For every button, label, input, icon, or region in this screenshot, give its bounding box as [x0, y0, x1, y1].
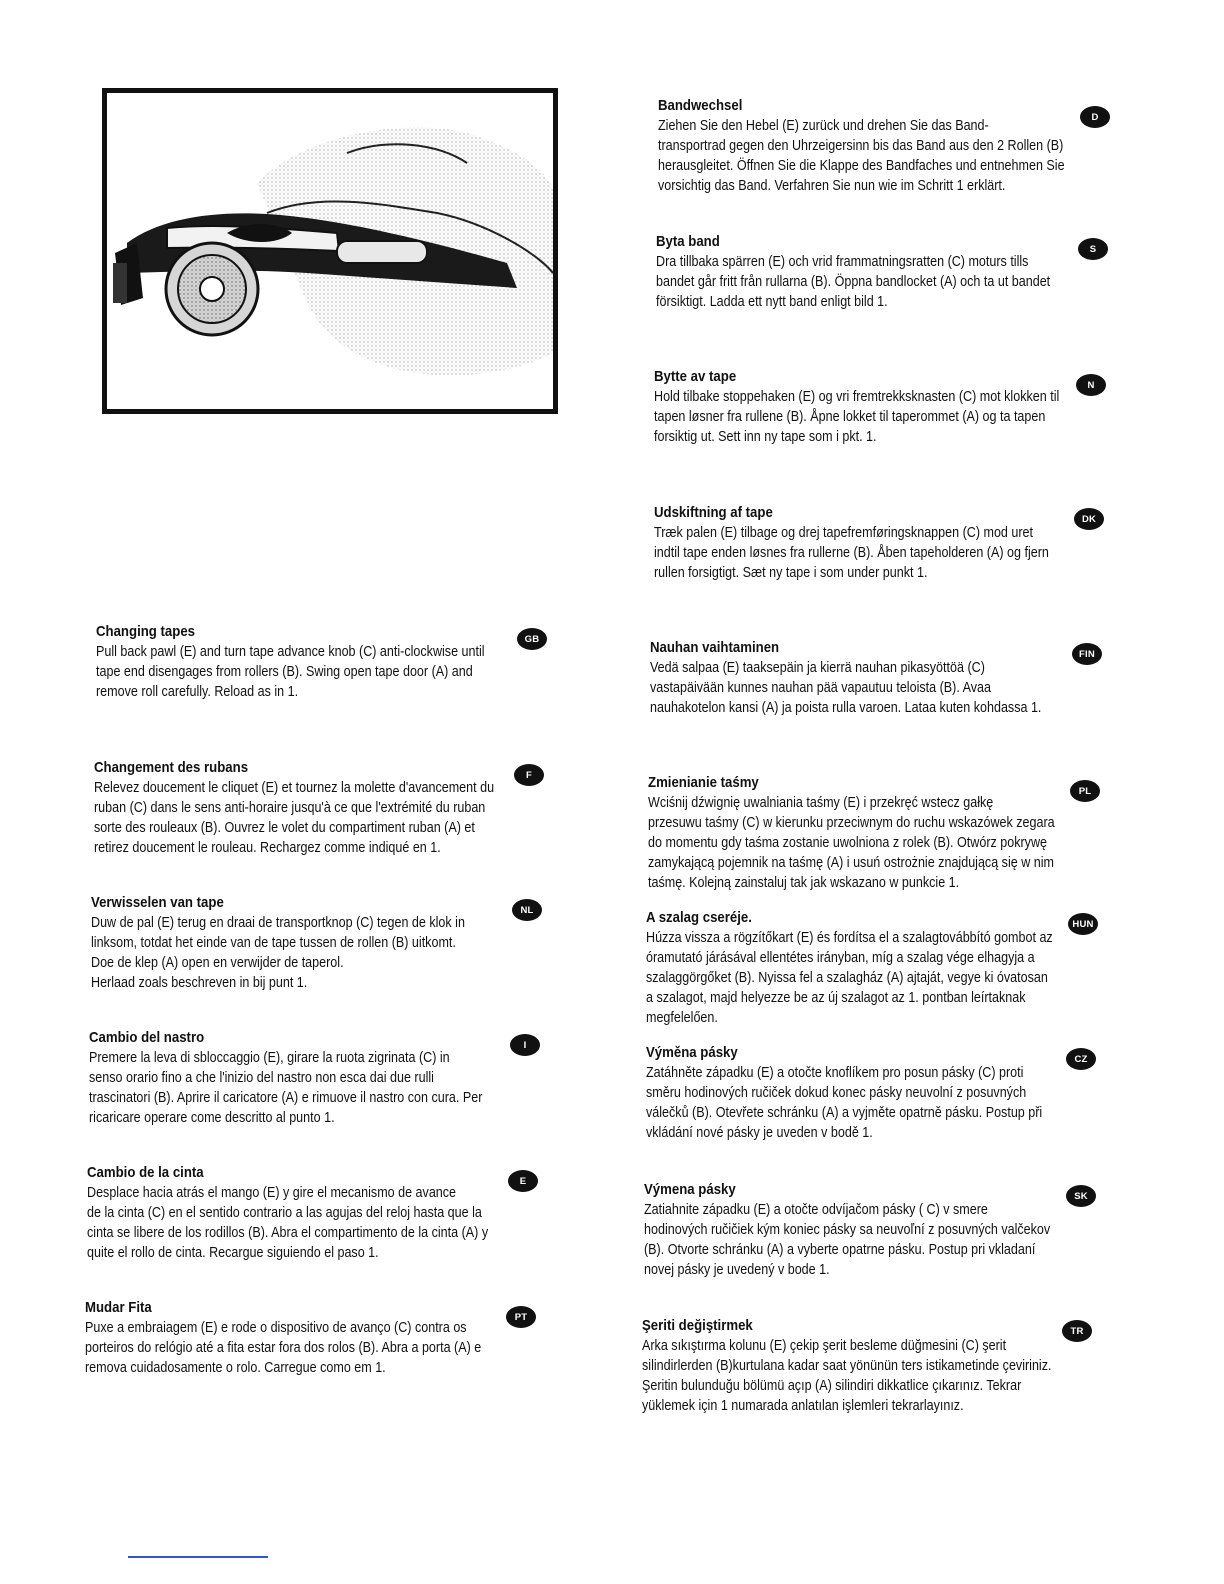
section-body: Premere la leva di sbloccaggio (E), girare la ruota zigrinata (C) in senso orario fino a che l'inizio del nastro non esca dai due rulli trascinatori (B). Aprire il caricatore (A) e rimuove il nastro con cura. Per ricaricare operare come descritto al punto 1. — [89, 1050, 483, 1126]
section-title: Şeriti değiştirmek — [642, 1317, 753, 1334]
language-badge-fr: F — [514, 764, 544, 786]
section-title: Zmienianie taśmy — [648, 774, 759, 791]
section-body: Puxe a embraiagem (E) e rode o dispositivo de avanço (C) contra os porteiros do relógio até a fita estar fora dos rolos (B). Abra a porta (A) e remova cuidadosamente o rolo. Carregue como em 1. — [85, 1320, 482, 1376]
section-title: Changement des rubans — [94, 759, 249, 776]
hand-holding-labeler-drawing — [107, 93, 553, 409]
section-title: Cambio de la cinta — [87, 1164, 204, 1181]
section-body: Duw de pal (E) terug en draai de transportknop (C) tegen de klok in linksom, totdat het einde van de tape tussen de rollen (B) uitkomt. Doe de klep (A) open en verwijder de taperol. Herlaad zoals beschreven in bij punt 1. — [91, 915, 465, 991]
section-title: Verwisselen van tape — [91, 894, 224, 911]
section-body: Dra tillbaka spärren (E) och vrid frammatningsratten (C) moturs tills bandet går fritt från rullarna (B). Öppna bandlocket (A) och ta ut bandet försiktigt. Ladda ett nytt band enligt bild 1. — [656, 254, 1051, 310]
section-title: Nauhan vaihtaminen — [650, 639, 780, 656]
section-body: Desplace hacia atrás el mango (E) y gire el mecanismo de avance de la cinta (C) en el sentido contrario a las agujas del reloj hasta que la cinta se libere de los rodillos (B). Abra el compartimento de la cinta (A) y quite el rollo de cinta. Recargue siguiendo el paso 1. — [87, 1185, 489, 1261]
language-badge-dk: DK — [1074, 508, 1104, 530]
section-body: Relevez doucement le cliquet (E) et tournez la molette d'avancement du ruban (C) dans le sens anti-horaire jusqu'à ce que l'extrémité du ruban sorte des rouleaux (B). Ouvrez le volet du compartiment ruban (A) et retirez doucement le rouleau. Rechargez comme indiqué en 1. — [94, 780, 495, 856]
section-body: Wciśnij dźwignię uwalniania taśmy (E) i przekręć wstecz gałkę przesuwu taśmy (C) w kierunku przeciwnym do ruchu wskazówek zegara do momentu gdy taśma zostanie uwolniona z rolek (B). Otwórz pokrywę zamykającą pojemnik na taśmę (A) i usuń ostrożnie znajdującą się w nim taśmę. Kolejną zainstaluj tak jak wskazano w punkcie 1. — [648, 795, 1055, 891]
section-title: A szalag cseréje. — [646, 909, 752, 926]
language-badge-hun: HUN — [1068, 913, 1098, 935]
section-title: Bandwechsel — [658, 97, 743, 114]
language-badge-no: N — [1076, 374, 1106, 396]
language-badge-sv: S — [1078, 238, 1108, 260]
section-body: Zatáhněte západku (E) a otočte knoflíkem pro posun pásky (C) proti směru hodinových ručiček dokud konec pásky neuvolní z posuvných válečků (B). Otevřete schránku (A) a vyjměte opatrně pásku. Postup při vkládání nové pásky je uveden v bodě 1. — [646, 1065, 1043, 1141]
section-body: Zatiahnite západku (E) a otočte odvíjačom pásky ( C) v smere hodinových ručičiek kým koniec pásky sa neuvoľní z posuvných valčekov (B). Otvorte schránku (A) a vyberte opatrne pásku. Postup pri vkladaní novej pásky je uvedený v bode 1. — [644, 1202, 1051, 1278]
language-badge-pt: PT — [506, 1306, 536, 1328]
section-body: Ziehen Sie den Hebel (E) zurück und drehen Sie das Band- transportrad gegen den Uhrzeigersinn bis das Band aus den 2 Rollen (B) herausgleitet. Öffnen Sie die Klappe des Bandfaches und entnehmen Sie vorsichtig das Band. Verfahren Sie nun wie im Schritt 1 erklärt. — [658, 118, 1065, 194]
language-badge-pl: PL — [1070, 780, 1100, 802]
section-body: Pull back pawl (E) and turn tape advance knob (C) anti-clockwise until tape end disengages from rollers (B). Swing open tape door (A) and remove roll carefully. Reload as in 1. — [96, 644, 485, 700]
section-title: Výmena pásky — [644, 1181, 736, 1198]
section-body: Húzza vissza a rögzítőkart (E) és fordítsa el a szalagtovábbító gombot az óramutató járásával ellentétes irányban, míg a szalag vége elhagyja a szalaggörgőket (B). Nyissa fel a szalagház (A) ajtaját, vegye ki óvatosan a szalagot, majd helyezze be az új szalagot az 1. pontban leírtaknak megfelelően. — [646, 930, 1053, 1026]
section-body: Vedä salpaa (E) taaksepäin ja kierrä nauhan pikasyöttöä (C) vastapäivään kunnes nauhan pää vapautuu teloista (B). Avaa nauhakotelon kansi (A) ja poista rulla varoen. Lataa kuten kohdassa 1. — [650, 660, 1042, 716]
section-title: Výměna pásky — [646, 1044, 738, 1061]
section-title: Bytte av tape — [654, 368, 737, 385]
language-badge-sk: SK — [1066, 1185, 1096, 1207]
section-body: Arka sıkıştırma kolunu (E) çekip şerit besleme düğmesini (C) şerit silindirlerden (B)kurtulana kadar saat yönünün ters istikametinde çeviriniz. Şeritin bulunduğu bölümü açıp (A) silindiri dikkatlice çıkarınız. Tekrar yüklemek için 1 numarada anlatılan işlemleri tekrarlayınız. — [642, 1338, 1052, 1414]
section-body: Træk palen (E) tilbage og drej tapefremføringsknappen (C) mod uret indtil tape enden løsnes fra rullerne (B). Åben tapeholderen (A) og fjern rullen forsigtigt. Sæt ny tape i som under punkt 1. — [654, 525, 1049, 581]
language-badge-it: I — [510, 1034, 540, 1056]
language-badge-cz: CZ — [1066, 1048, 1096, 1070]
section-title: Byta band — [656, 233, 720, 250]
language-badge-gb: GB — [517, 628, 547, 650]
language-badge-fin: FIN — [1072, 643, 1102, 665]
language-badge-es: E — [508, 1170, 538, 1192]
section-title: Mudar Fita — [85, 1299, 152, 1316]
language-badge-de: D — [1080, 106, 1110, 128]
section-body: Hold tilbake stoppehaken (E) og vri fremtrekksknasten (C) mot klokken til tapen løsner fra rullene (B). Åpne lokket til taperommet (A) og ta tapen forsiktig ut. Sett inn ny tape som i pkt. 1. — [654, 389, 1060, 445]
language-badge-tr: TR — [1062, 1320, 1092, 1342]
footer-rule — [128, 1556, 268, 1558]
section-title: Changing tapes — [96, 623, 196, 640]
section-title: Cambio del nastro — [89, 1029, 205, 1046]
section-title: Udskiftning af tape — [654, 504, 773, 521]
language-badge-nl: NL — [512, 899, 542, 921]
tape-labeler-illustration — [102, 88, 558, 414]
